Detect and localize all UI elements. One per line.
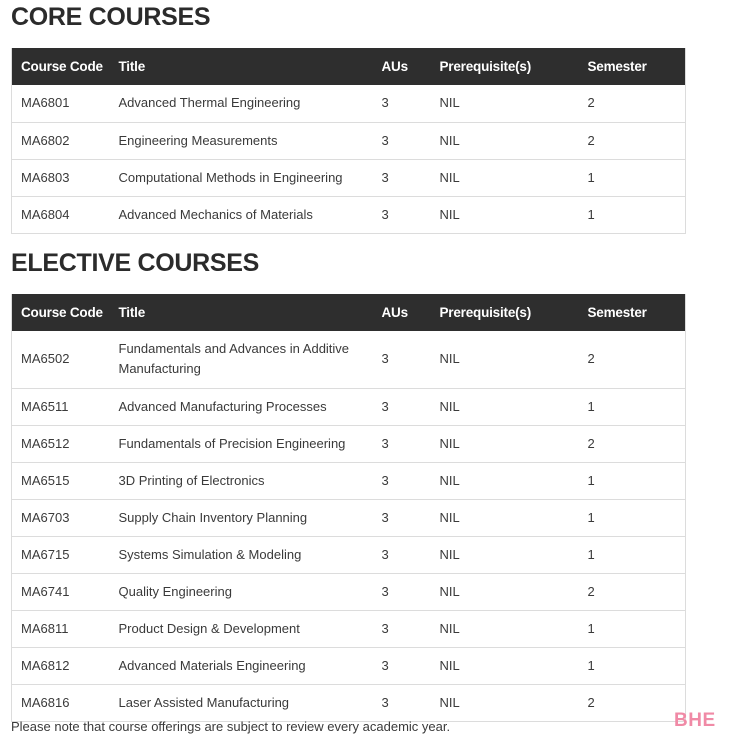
course-title: 3D Printing of Electronics — [110, 462, 373, 499]
course-semester: 2 — [587, 95, 595, 111]
course-aus: 3 — [373, 122, 431, 159]
table-row — [12, 684, 686, 721]
course-code: MA6801 — [21, 95, 70, 111]
course-semester: 2 — [579, 684, 686, 721]
course-semester: 1 — [579, 536, 686, 573]
course-code: MA6512 — [12, 425, 110, 462]
table-header-row — [12, 294, 686, 331]
table-row — [12, 536, 686, 573]
course-prerequisites: NIL — [439, 95, 460, 111]
course-aus: 3 — [373, 647, 431, 684]
course-title: Computational Methods in Engineering — [110, 159, 373, 196]
header-course-code: Course Code — [12, 294, 110, 331]
course-semester: 1 — [579, 196, 686, 233]
course-aus: 3 — [373, 573, 431, 610]
table-row — [12, 196, 686, 233]
table-row — [12, 85, 686, 122]
course-prerequisites: NIL — [431, 499, 579, 536]
course-code: MA6804 — [12, 196, 110, 233]
course-title: Advanced Mechanics of Materials — [110, 196, 373, 233]
table-row — [12, 610, 686, 647]
watermark-logo: BHE — [674, 710, 716, 731]
header-course-code: Course Code — [12, 48, 110, 85]
table-row — [12, 331, 686, 388]
course-aus: 3 — [373, 196, 431, 233]
header-title: Title — [110, 294, 373, 331]
course-aus: 3 — [373, 388, 431, 425]
header-semester: Semester — [579, 48, 686, 85]
course-prerequisites: NIL — [439, 351, 460, 367]
course-code: MA6502 — [21, 351, 70, 367]
course-semester: 2 — [587, 351, 595, 367]
course-aus: 3 — [373, 462, 431, 499]
table-row — [12, 462, 686, 499]
course-title: Advanced Thermal Engineering — [118, 95, 301, 111]
course-prerequisites: NIL — [431, 196, 579, 233]
course-code: MA6812 — [12, 647, 110, 684]
header-title: Title — [110, 48, 373, 85]
course-semester: 2 — [579, 425, 686, 462]
table-row — [12, 425, 686, 462]
course-aus: 3 — [373, 499, 431, 536]
course-aus: 3 — [373, 536, 431, 573]
course-prerequisites: NIL — [431, 647, 579, 684]
core-courses-heading: CORE COURSES — [11, 3, 211, 31]
course-title: Fundamentals and Advances in Additive Manufacturing — [118, 341, 350, 377]
course-prerequisites: NIL — [431, 610, 579, 647]
table-row — [12, 647, 686, 684]
course-title: Systems Simulation & Modeling — [110, 536, 373, 573]
course-aus: 3 — [373, 610, 431, 647]
course-code: MA6802 — [12, 122, 110, 159]
table-row — [12, 122, 686, 159]
header-aus: AUs — [373, 48, 431, 85]
table-row — [12, 388, 686, 425]
course-prerequisites: NIL — [431, 536, 579, 573]
table-row — [12, 159, 686, 196]
header-prerequisites: Prerequisite(s) — [431, 294, 579, 331]
course-title: Advanced Manufacturing Processes — [110, 388, 373, 425]
course-aus: 3 — [373, 159, 431, 196]
course-code: MA6715 — [12, 536, 110, 573]
core-courses-table — [11, 48, 686, 234]
elective-courses-table — [11, 294, 686, 722]
table-header-row — [12, 48, 686, 85]
table-row — [12, 573, 686, 610]
course-aus: 3 — [373, 684, 431, 721]
course-title: Supply Chain Inventory Planning — [110, 499, 373, 536]
course-prerequisites: NIL — [431, 462, 579, 499]
course-semester: 1 — [579, 388, 686, 425]
review-footnote: Please note that course offerings are subject to review every academic year. — [11, 719, 451, 734]
course-title: Fundamentals of Precision Engineering — [110, 425, 373, 462]
course-code: MA6816 — [12, 684, 110, 721]
course-semester: 1 — [579, 610, 686, 647]
course-prerequisites: NIL — [431, 159, 579, 196]
course-title: Advanced Materials Engineering — [110, 647, 373, 684]
header-prerequisites: Prerequisite(s) — [431, 48, 579, 85]
course-code: MA6703 — [12, 499, 110, 536]
course-semester: 2 — [579, 122, 686, 159]
course-aus: 3 — [381, 95, 389, 111]
course-semester: 2 — [579, 573, 686, 610]
course-prerequisites: NIL — [431, 388, 579, 425]
course-title: Laser Assisted Manufacturing — [110, 684, 373, 721]
course-aus: 3 — [381, 351, 389, 367]
course-title: Product Design & Development — [110, 610, 373, 647]
course-semester: 1 — [579, 159, 686, 196]
course-code: MA6741 — [12, 573, 110, 610]
table-row — [12, 499, 686, 536]
course-semester: 1 — [579, 499, 686, 536]
header-aus: AUs — [373, 294, 431, 331]
course-prerequisites: NIL — [431, 122, 579, 159]
course-semester: 1 — [579, 647, 686, 684]
course-prerequisites: NIL — [431, 573, 579, 610]
course-prerequisites: NIL — [431, 684, 579, 721]
header-semester: Semester — [579, 294, 686, 331]
course-code: MA6515 — [12, 462, 110, 499]
course-code: MA6803 — [12, 159, 110, 196]
course-aus: 3 — [373, 425, 431, 462]
elective-courses-heading: ELECTIVE COURSES — [11, 249, 260, 277]
course-prerequisites: NIL — [431, 425, 579, 462]
course-title: Engineering Measurements — [110, 122, 373, 159]
course-semester: 1 — [579, 462, 686, 499]
course-title: Quality Engineering — [110, 573, 373, 610]
course-code: MA6511 — [12, 388, 110, 425]
course-code: MA6811 — [12, 610, 110, 647]
